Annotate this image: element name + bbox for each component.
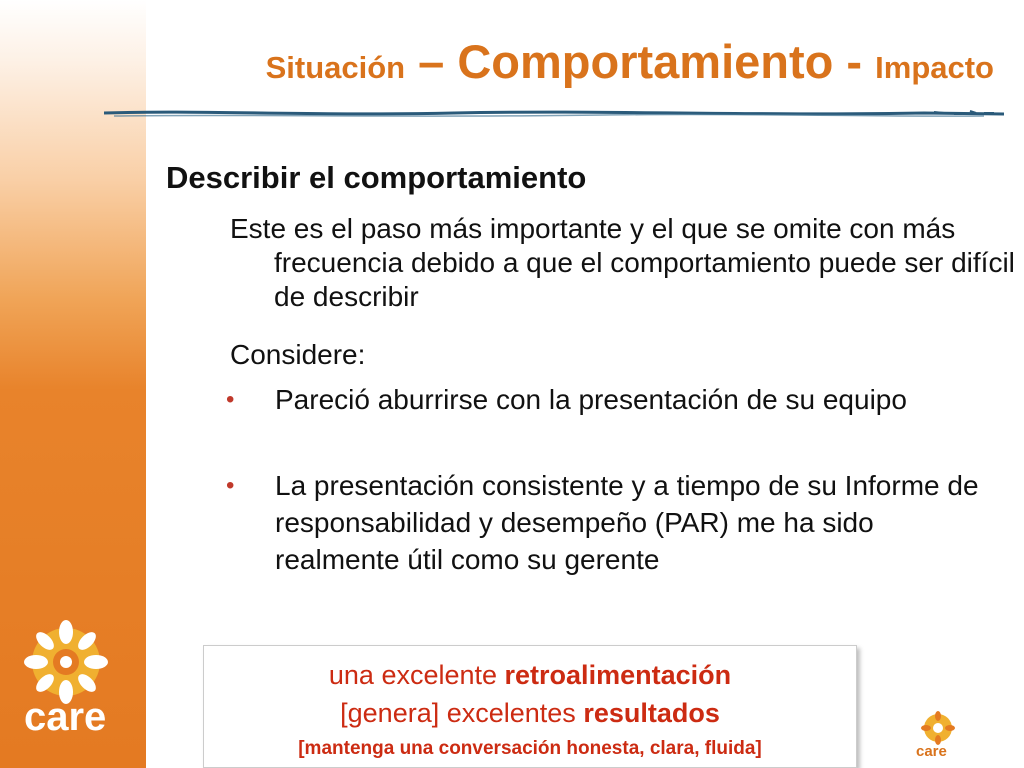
slide-title bbox=[265, 35, 994, 88]
svg-text:care: care bbox=[24, 695, 107, 739]
title-part-situacion: Situación bbox=[265, 50, 406, 85]
title-dash-2: - bbox=[833, 35, 876, 88]
title-underline bbox=[104, 104, 1004, 124]
callout-line-1-prefix: una excelente bbox=[328, 660, 505, 690]
callout-line-2-prefix: [genera] excelentes bbox=[340, 698, 584, 728]
callout-line-1-bold: retroalimentación bbox=[504, 660, 732, 690]
bullet-dot-icon: • bbox=[226, 386, 235, 413]
svg-text:care: care bbox=[916, 743, 947, 758]
care-corner-logo bbox=[906, 710, 970, 758]
callout-line-3: [mantenga una conversación honesta, clara, fluida] bbox=[298, 738, 762, 759]
callout-line-2 bbox=[204, 698, 856, 729]
bullet-dot-icon: • bbox=[226, 472, 235, 499]
paragraph-considere: Considere: bbox=[230, 339, 366, 370]
paragraph-main: Este es el paso más importante y el que se omite con más frecuencia debido a que el comportamiento puede ser difícil de describir bbox=[230, 213, 1015, 312]
title-part-impacto: Impacto bbox=[875, 50, 994, 85]
bullet-text: Pareció aburrirse con la presentación de su equipo bbox=[275, 384, 907, 415]
callout-line-2-bold: resultados bbox=[583, 698, 720, 728]
callout-box bbox=[203, 645, 857, 768]
title-dash-1: – bbox=[405, 35, 458, 88]
section-heading: Describir el comportamiento bbox=[166, 160, 587, 195]
bullet-text: La presentación consistente y a tiempo de su Informe de responsabilidad y desempeño (PAR) me ha sido realmente útil como su gerente bbox=[275, 470, 979, 575]
title-part-comportamiento: Comportamiento bbox=[457, 35, 834, 88]
care-logo bbox=[8, 612, 136, 742]
callout-line-1 bbox=[204, 660, 856, 691]
